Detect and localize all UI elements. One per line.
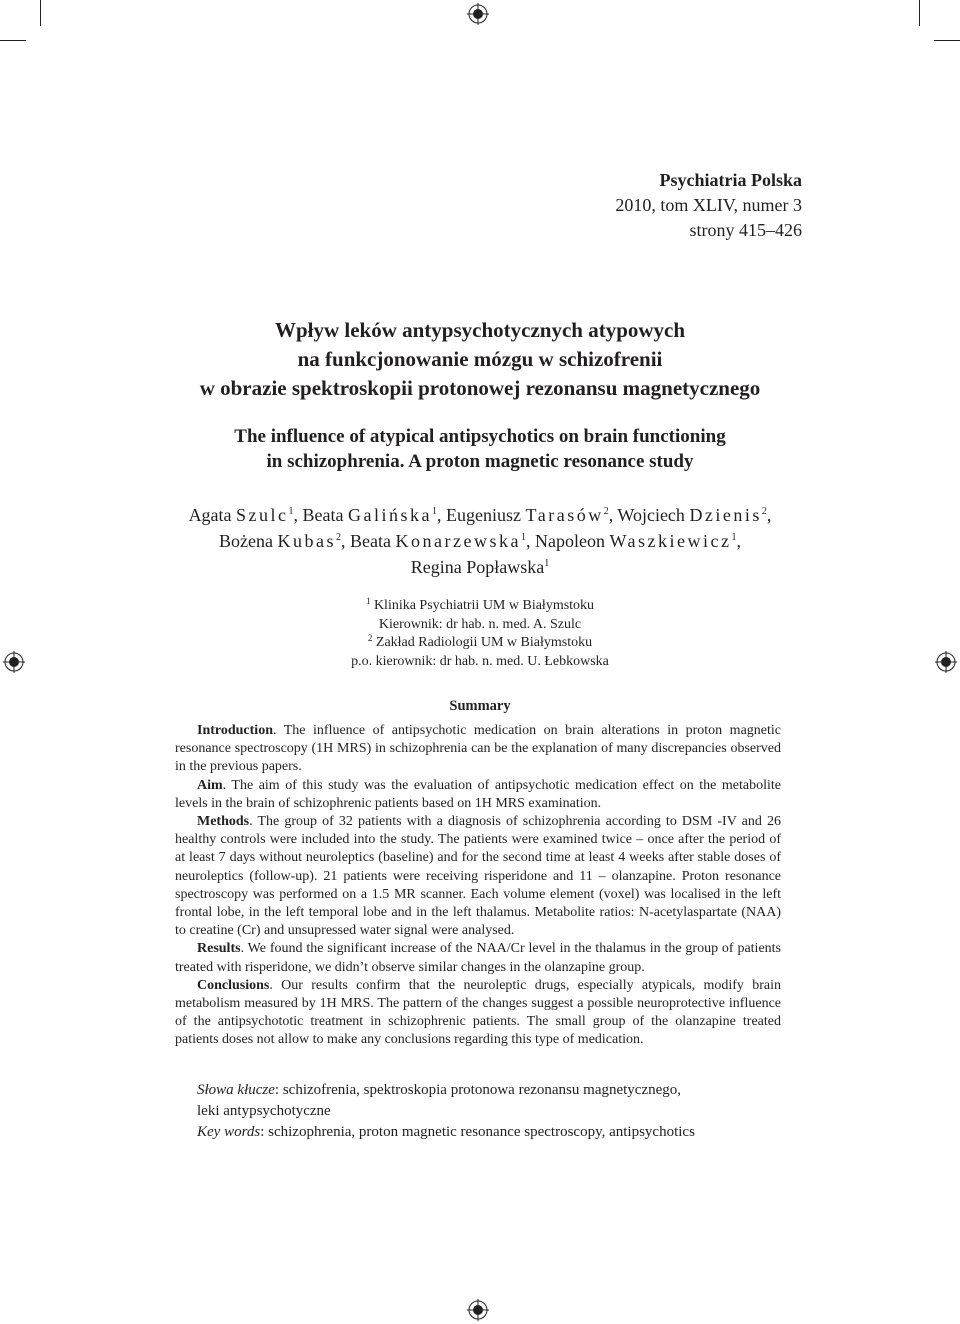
affiliation-name: $^1$ Klinika Psychiatrii UM w Białymstoku xyxy=(365,596,595,613)
affiliation-name: $^2$ Zakład Radiologii UM w Białymstoku xyxy=(367,633,593,650)
title-polish-line: na funkcjonowanie mózgu w schizofrenii xyxy=(297,347,663,371)
crop-mark-top-right xyxy=(919,0,920,26)
author: Beata Galińska$^1$ xyxy=(302,505,438,525)
author-line: Bożena Kubas$^2$, Beata Konarzewska$^1$, Napoleon Waszkiewicz$^1$, xyxy=(219,531,741,551)
affiliation-head: Kierownik: dr hab. n. med. A. Szulc xyxy=(378,616,582,632)
crop-mark-top-left xyxy=(40,0,41,26)
affiliation-head: p.o. kierownik: dr hab. n. med. U. Łebkowska xyxy=(351,653,609,669)
journal-header xyxy=(615,168,802,243)
author-line: Agata Szulc$^1$, Beata Galińska$^1$, Eugeniusz Tarasów$^2$, Wojciech Dzienis$^2$, xyxy=(188,505,772,525)
abstract-paragraph: Results. We found the significant increase of the NAA/Cr level in the thalamus in the group of patients treated with risperidone, we didn’t observe similar changes in the olanzapine group. xyxy=(175,941,781,975)
journal-name: Psychiatria Polska xyxy=(659,170,802,190)
crop-mark-top-left-h xyxy=(0,40,26,41)
author: Napoleon Waszkiewicz$^1$ xyxy=(534,531,737,551)
abstract-paragraph: Aim. The aim of this study was the evaluation of antipsychotic medication effect on the metabolite levels in the brain of schizophrenic patients based on 1H MRS examination. xyxy=(175,777,781,811)
author-list xyxy=(0,502,960,580)
crop-mark-top-right-h xyxy=(934,40,960,41)
title-english xyxy=(0,424,960,474)
abstract-paragraph: Conclusions. Our results confirm that the neuroleptic drugs, especially atypicals, modify brain metabolism measured by 1H MRS. The pattern of the changes suggest a possible neuroprotective influence of the antipsychototic treatment in schizophrenic patients. The small group of the olanzapine treated patients doses not allow to make any conclusions regarding this type of medication. xyxy=(175,977,781,1048)
title-polish xyxy=(0,316,960,403)
author: Beata Konarzewska$^1$ xyxy=(350,531,526,551)
author-line xyxy=(0,554,960,580)
keywords-polish-cont: leki antypsychotyczne xyxy=(197,1103,331,1119)
registration-mark-icon xyxy=(467,3,489,25)
abstract-paragraph: Methods. The group of 32 patients with a diagnosis of schizophrenia according to DSM -IV and 26 healthy controls were included into the study. The patients were examined twice – once after the period of at least 7 days without neuroleptics (baseline) and for the second time at least 4 weeks after stable doses of neuroleptics (follow-up). 21 patients were receiving risperidone and 11 – olanzapine. Proton resonance spectroscopy was performed on a 1.5 MR scanner. Each volume element (voxel) was localised in the left frontal lobe, in the left temporal lobe and in the left thalamus. Metabolite ratios: N-acetylaspartate (NAA) to creatine (Cr) and unsupressed water signal were analysed. xyxy=(175,814,781,939)
title-english-line: The influence of atypical antipsychotics on brain functioning xyxy=(234,426,726,447)
journal-volume: 2010, tom XLIV, numer 3 xyxy=(615,195,802,215)
journal-pages: strony 415–426 xyxy=(689,220,802,240)
title-polish-line: Wpływ leków antypsychotycznych atypowych xyxy=(274,318,686,342)
author: Eugeniusz Tarasów$^2$ xyxy=(446,505,609,525)
author: Agata Szulc$^1$ xyxy=(188,505,294,525)
title-polish-line: w obrazie spektroskopii protonowej rezonansu magnetycznego xyxy=(199,376,761,400)
author: Bożena Kubas$^2$ xyxy=(219,531,342,551)
keywords-polish: Słowa kłucze: schizofrenia, spektroskopia protonowa rezonansu magnetycznego, xyxy=(197,1082,682,1098)
abstract xyxy=(175,722,781,1050)
keywords-english: Key words: schizophrenia, proton magnetic resonance spectroscopy, antipsychotics xyxy=(197,1124,695,1140)
affiliations xyxy=(0,597,960,671)
author: Regina Popławska$^1$ xyxy=(410,557,550,577)
title-english-line: in schizophrenia. A proton magnetic resonance study xyxy=(266,451,694,472)
registration-mark-icon xyxy=(467,1299,489,1321)
abstract-paragraph: Introduction. The influence of antipsychotic medication on brain alterations in proton magnetic resonance spectroscopy (1H MRS) in schizophrenia can be the explanation of many discrepancies observed in the previous papers. xyxy=(175,723,781,775)
keywords-block xyxy=(175,1080,795,1143)
summary-heading: Summary xyxy=(449,698,511,714)
author: Wojciech Dzienis$^2$ xyxy=(617,505,767,525)
